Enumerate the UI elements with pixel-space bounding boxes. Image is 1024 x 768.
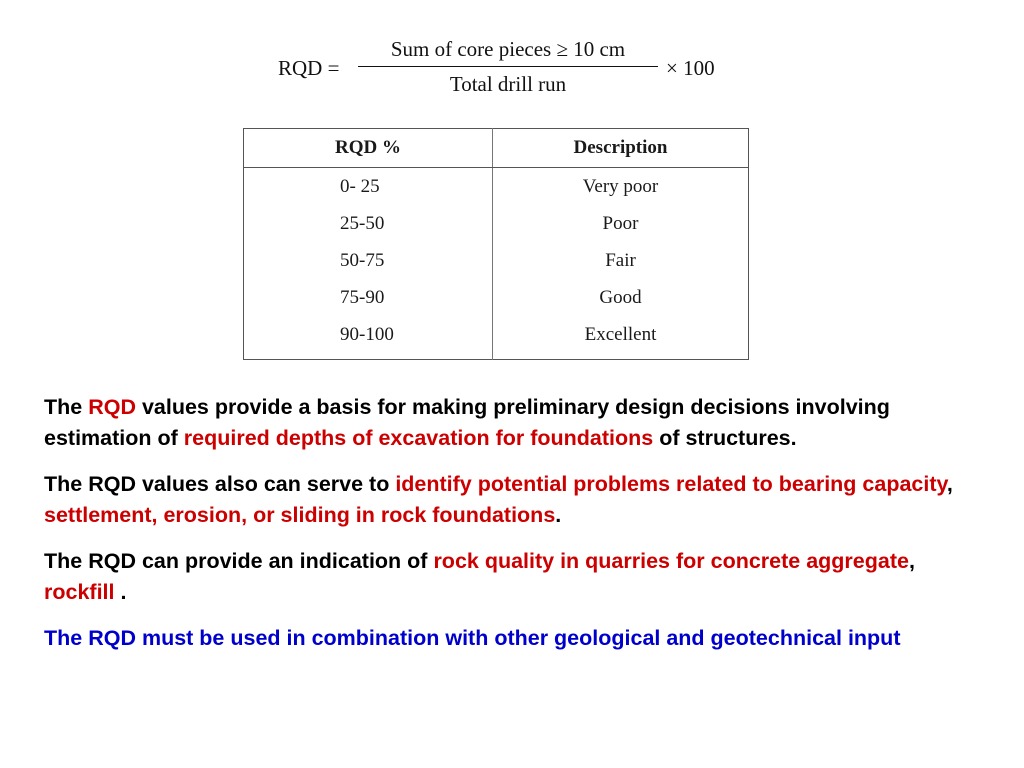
- p1-text-2: values provide a basis for making preliminary design decisions involving estimation of: [44, 395, 890, 450]
- p1-highlight-excavation: required depths of excavation for foundations: [183, 426, 654, 450]
- formula-multiplier: × 100: [666, 56, 715, 80]
- rqd-range-cell: 90-100: [340, 323, 394, 345]
- formula-lhs: RQD =: [278, 56, 340, 80]
- description-cell: Fair: [493, 242, 749, 279]
- paragraph-rock-quality: [44, 546, 974, 608]
- p3-highlight-rockfill: rockfill: [44, 580, 115, 604]
- paragraph-potential-problems: [44, 469, 974, 531]
- description-cell: Very poor: [493, 168, 749, 206]
- p2-text-1: The RQD values also can serve to: [44, 472, 396, 496]
- explanation-text: [44, 392, 974, 669]
- table-row: [244, 279, 749, 316]
- formula-numerator: Sum of core pieces ≥ 10 cm: [390, 37, 626, 61]
- p2-highlight-settlement: settlement, erosion, or sliding in rock foundations: [44, 503, 556, 527]
- description-cell: Poor: [493, 205, 749, 242]
- p3-text-1: The RQD can provide an indication of: [44, 549, 434, 573]
- p3-highlight-aggregate: rock quality in quarries for concrete aggregate: [433, 549, 909, 573]
- p1-highlight-rqd: RQD: [88, 395, 136, 419]
- p2-text-3: .: [555, 503, 562, 527]
- column-header-description: Description: [493, 129, 749, 168]
- paragraph-combination-note: The RQD must be used in combination with other geological and geotechnical input: [44, 626, 901, 650]
- p2-highlight-bearing: identify potential problems related to bearing capacity: [395, 472, 947, 496]
- rqd-range-cell: 0- 25: [340, 175, 380, 197]
- rqd-range-cell: 25-50: [340, 212, 385, 234]
- column-header-rqd: RQD %: [244, 129, 493, 168]
- rqd-range-cell: 75-90: [340, 286, 385, 308]
- p1-text-1: The: [44, 395, 89, 419]
- table-row: [244, 242, 749, 279]
- rqd-formula: [278, 34, 738, 104]
- p3-text-3: .: [114, 580, 127, 604]
- table-row: [244, 168, 749, 206]
- rqd-classification-table: [243, 128, 749, 360]
- description-cell: Good: [493, 279, 749, 316]
- rqd-range-cell: 50-75: [340, 249, 385, 271]
- paragraph-design-decisions: [44, 392, 974, 454]
- fraction-bar: [358, 66, 658, 67]
- formula-fraction: [358, 34, 658, 99]
- p3-text-2: ,: [908, 549, 915, 573]
- description-cell: Excellent: [493, 316, 749, 360]
- p1-text-3: of structures.: [653, 426, 797, 450]
- table-row: [244, 316, 749, 360]
- table-row: [244, 205, 749, 242]
- formula-denominator: Total drill run: [449, 72, 567, 96]
- table-header-row: [244, 129, 749, 168]
- p2-text-2: ,: [946, 472, 953, 496]
